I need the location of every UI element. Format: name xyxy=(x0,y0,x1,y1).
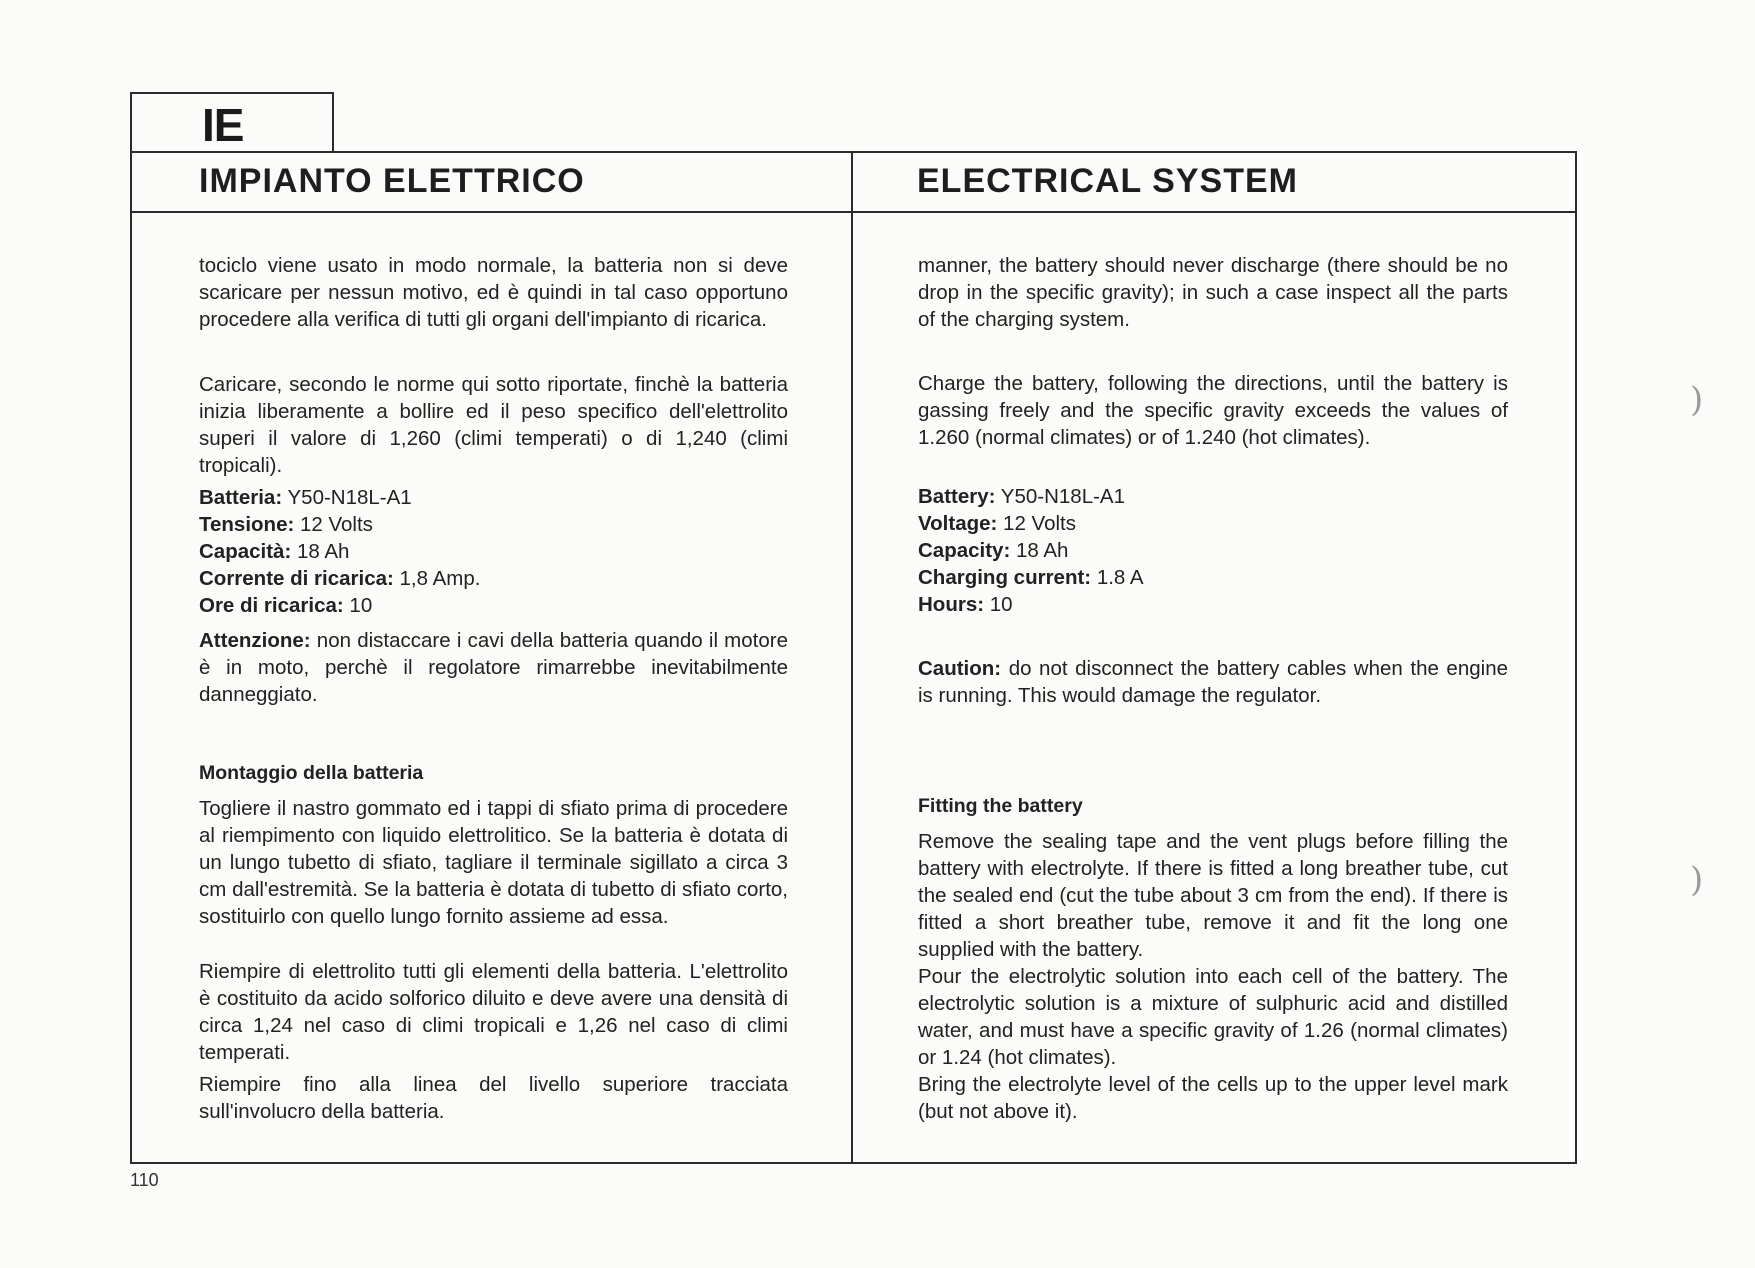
page-number: 110 xyxy=(130,1170,159,1190)
spec-value: 18 Ah xyxy=(1010,539,1069,562)
caution-text: non distaccare i cavi della batteria quando il motore è in moto, perchè il regolatore rimarrebbe inevitabilmente danneggiato. xyxy=(199,629,788,706)
spec-value: 12 Volts xyxy=(294,513,373,536)
spec-row xyxy=(199,484,788,511)
spec-value: 1,8 Amp. xyxy=(393,567,481,590)
spec-label: Hours: xyxy=(918,593,985,616)
spec-value: 18 Ah xyxy=(291,540,350,563)
english-fitting-heading: Fitting the battery xyxy=(918,795,1083,817)
english-level-paragraph: Bring the electrolyte level of the cells up to the upper level mark (but not above it). xyxy=(918,1073,1508,1123)
spec-label: Capacità: xyxy=(199,540,292,563)
spec-label: Ore di ricarica: xyxy=(199,594,344,617)
spec-label: Voltage: xyxy=(918,512,998,535)
italian-intro-paragraph: tociclo viene usato in modo normale, la batteria non si deve scaricare per nessun motivo, ed è quindi in tal caso opportuno procedere alla verifica di tutti gli organi dell'impianto di ricarica. xyxy=(199,254,788,331)
spec-label: Battery: xyxy=(918,485,996,508)
english-charge-paragraph: Charge the battery, following the directions, until the battery is gassing freely and the specific gravity exceeds the values of 1.260 (normal climates) or of 1.240 (hot climates). xyxy=(918,372,1508,449)
caution-label: Caution: xyxy=(918,657,1002,680)
spec-value: 1.8 A xyxy=(1091,566,1144,589)
english-spec-list xyxy=(918,483,1508,618)
spec-label: Batteria: xyxy=(199,486,283,509)
spec-row xyxy=(918,564,1508,591)
caution-text: do not disconnect the battery cables when the engine is running. This would damage the regulator. xyxy=(918,657,1508,707)
english-caution-paragraph xyxy=(918,655,1508,709)
english-intro-paragraph: manner, the battery should never discharge (there should be no drop in the specific gravity); in such a case inspect all the parts of the charging system. xyxy=(918,254,1508,331)
spec-value: 12 Volts xyxy=(997,512,1076,535)
spec-row xyxy=(199,511,788,538)
italian-fill-paragraph: Riempire di elettrolito tutti gli elementi della batteria. L'elettrolito è costituito da acido solforico diluito e deve avere una densità di circa 1,24 nel caso di climi tropicali e 1,26 nel caso di climi temperati. xyxy=(199,960,788,1064)
italian-title: IMPIANTO ELETTRICO xyxy=(199,162,585,200)
italian-spec-list xyxy=(199,484,788,619)
spec-row xyxy=(199,538,788,565)
spec-label: Corrente di ricarica: xyxy=(199,567,394,590)
section-code: IE xyxy=(202,99,244,151)
italian-level-paragraph: Riempire fino alla linea del livello superiore tracciata sull'involucro della batteria. xyxy=(199,1073,788,1123)
english-title: ELECTRICAL SYSTEM xyxy=(917,162,1298,200)
english-fill-paragraph: Pour the electrolytic solution into each cell of the battery. The electrolytic solution is a mixture of sulphuric acid and distilled water, and must have a specific gravity of 1.26 (normal climates) or 1.24 (hot climates). xyxy=(918,965,1508,1069)
spec-label: Charging current: xyxy=(918,566,1092,589)
spec-row xyxy=(199,565,788,592)
spec-row xyxy=(918,591,1508,618)
binding-hole-mark: ) xyxy=(1690,860,1704,900)
italian-charge-paragraph: Caricare, secondo le norme qui sotto riportate, finchè la batteria inizia liberamente a bollire ed il peso specifico dell'elettrolito superi il valore di 1,260 (climi temperati) o di 1,240 (climi tropicali). xyxy=(199,373,788,477)
english-fitting-paragraph: Remove the sealing tape and the vent plugs before filling the battery with electrolyte. If there is fitted a long breather tube, cut the sealed end (cut the tube about 3 cm from the end). If there is fitted a short breather tube, remove it and fit the long one supplied with the battery. xyxy=(918,830,1508,961)
spec-row xyxy=(918,537,1508,564)
spec-label: Capacity: xyxy=(918,539,1011,562)
spec-row xyxy=(199,592,788,619)
spec-value: 10 xyxy=(343,594,373,617)
spec-value: Y50-N18L-A1 xyxy=(995,485,1126,508)
spec-value: Y50-N18L-A1 xyxy=(282,486,412,509)
italian-fitting-paragraph: Togliere il nastro gommato ed i tappi di sfiato prima di procedere al riempimento con liquido elettrolitico. Se la batteria è dotata di un lungo tubetto di sfiato, tagliare il terminale sigillato a circa 3 cm dall'estremità. Se la batteria è dotata di tubetto di sfiato corto, sostituirlo con quello lungo fornito assieme ad essa. xyxy=(199,797,788,928)
spec-value: 10 xyxy=(984,593,1013,616)
spec-row xyxy=(918,510,1508,537)
header-rule xyxy=(130,211,1577,213)
spec-row xyxy=(918,483,1508,510)
spec-label: Tensione: xyxy=(199,513,295,536)
italian-fitting-heading: Montaggio della batteria xyxy=(199,762,424,784)
caution-label: Attenzione: xyxy=(199,629,311,652)
column-divider xyxy=(851,151,853,1164)
section-tab xyxy=(130,92,334,152)
italian-caution-paragraph xyxy=(199,627,788,708)
binding-hole-mark: ) xyxy=(1690,380,1704,420)
